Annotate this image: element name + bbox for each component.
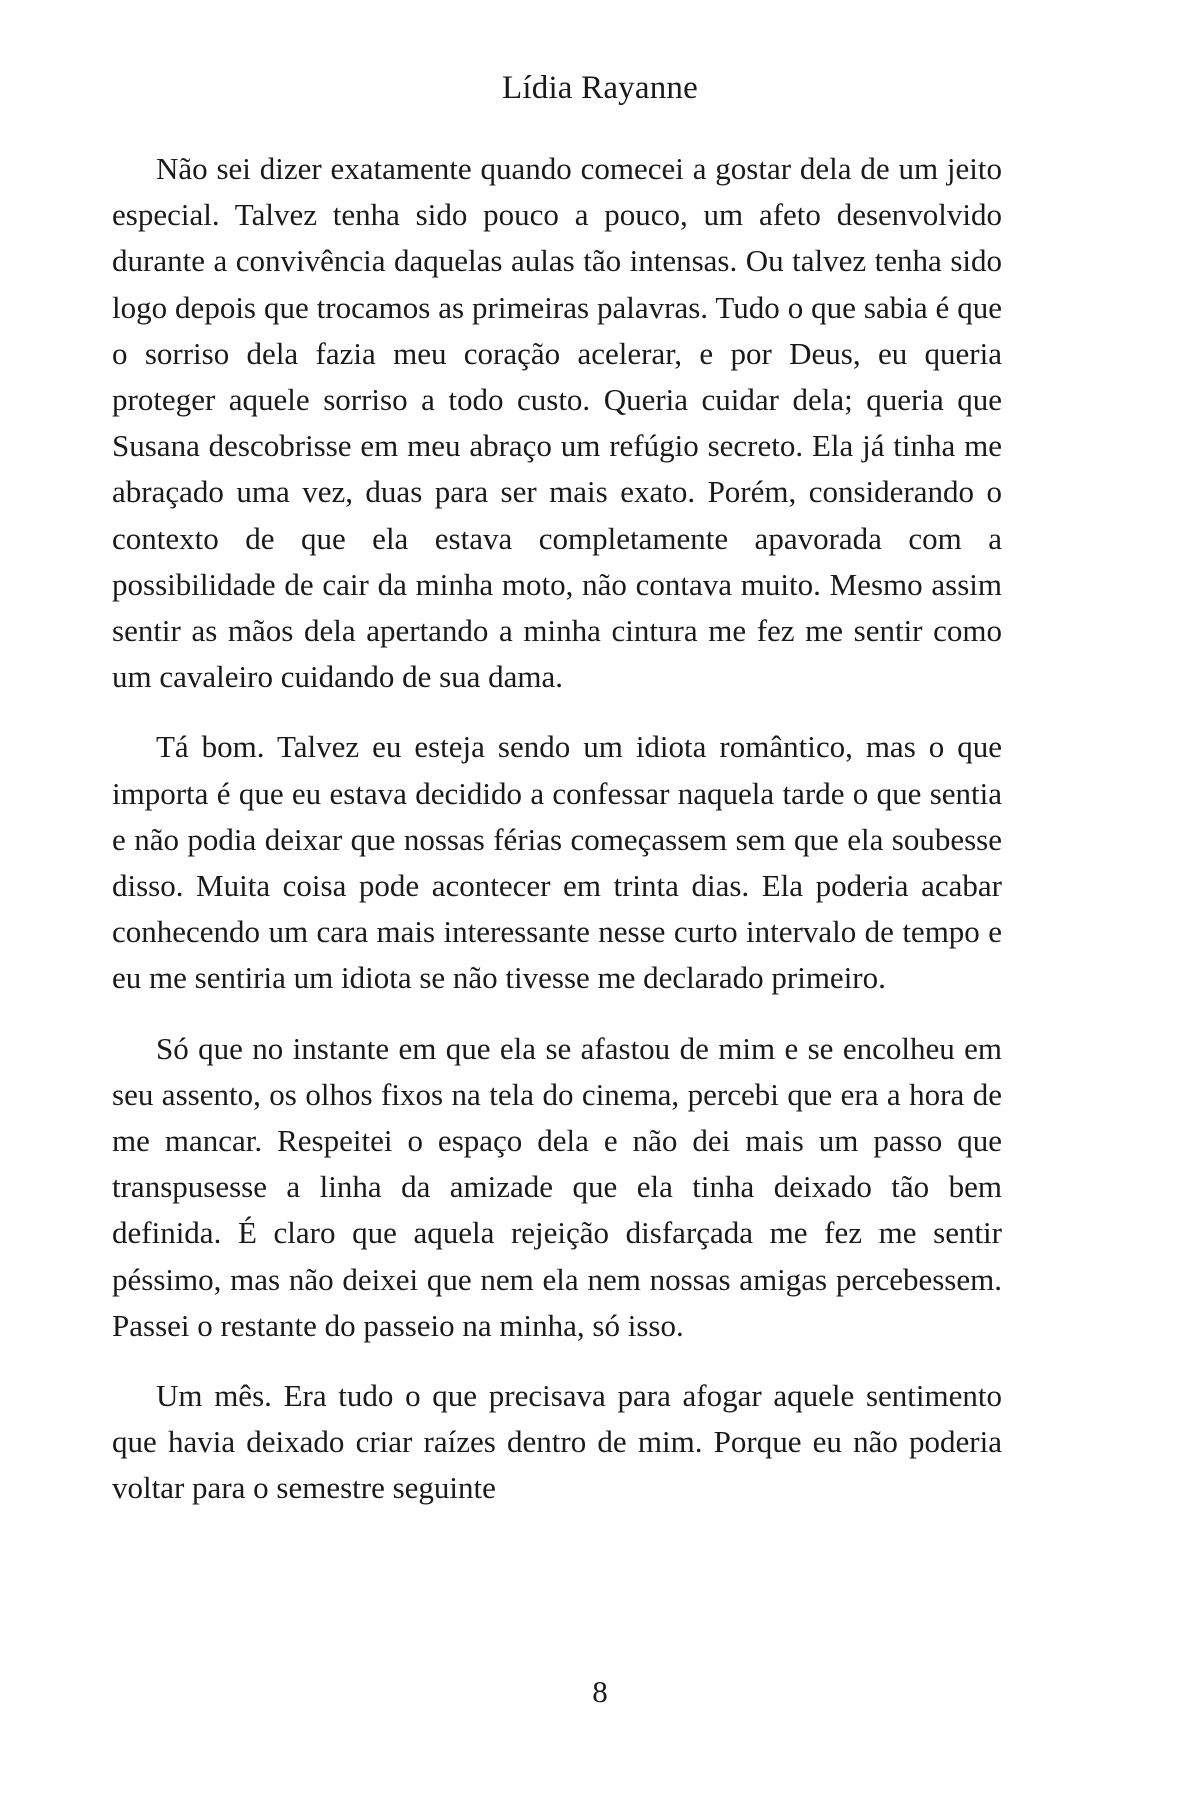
body-text [112, 146, 1002, 1512]
paragraph-3: Só que no instante em que ela se afastou de mim e se encolheu em seu assento, os olhos fixos na tela do cinema, percebi que era a hora de me mancar. Respeitei o espaço dela e não dei mais um passo que transpusesse a linha da amizade que ela tinha deixado tão bem definida. É claro que aquela rejeição disfarçada me fez me sentir péssimo, mas não deixei que nem ela nem nossas amigas percebessem. Passei o restante do passeio na minha, só isso. [112, 1030, 1002, 1343]
paragraph-1: Não sei dizer exatamente quando comecei a gostar dela de um jeito especial. Talvez tenha sido pouco a pouco, um afeto desenvolvido durante a convivência daquelas aulas tão intensas. Ou talvez tenha sido logo depois que trocamos as primeiras palavras. Tudo o que sabia é que o sorriso dela fazia meu coração acelerar, e por Deus, eu queria proteger aquele sorriso a todo custo. Queria cuidar dela; queria que Susana descobrisse em meu abraço um refúgio secreto. Ela já tinha me abraçado uma vez, duas para ser mais exato. Porém, considerando o contexto de que ela estava completamente apavorada com a possibilidade de cair da minha moto, não contava muito. Mesmo assim sentir as mãos dela apertando a minha cintura me fez me sentir como um cavaleiro cuidando de sua dama. [112, 151, 1002, 695]
running-head-author: Lídia Rayanne [502, 70, 698, 106]
page-number: 8 [592, 1674, 608, 1709]
paragraph-4: Um mês. Era tudo o que precisava para afogar aquele sentimento que havia deixado criar raízes dentro de mim. Porque eu não poderia voltar para o semestre seguinte [112, 1378, 1002, 1506]
paragraph-2: Tá bom. Talvez eu esteja sendo um idiota romântico, mas o que importa é que eu estava decidido a confessar naquela tarde o que sentia e não podia deixar que nossas férias começassem sem que ela soubesse disso. Muita coisa pode acontecer em trinta dias. Ela poderia acabar conhecendo um cara mais interessante nesse curto intervalo de tempo e eu me sentiria um idiota se não tivesse me declarado primeiro. [112, 729, 1002, 996]
